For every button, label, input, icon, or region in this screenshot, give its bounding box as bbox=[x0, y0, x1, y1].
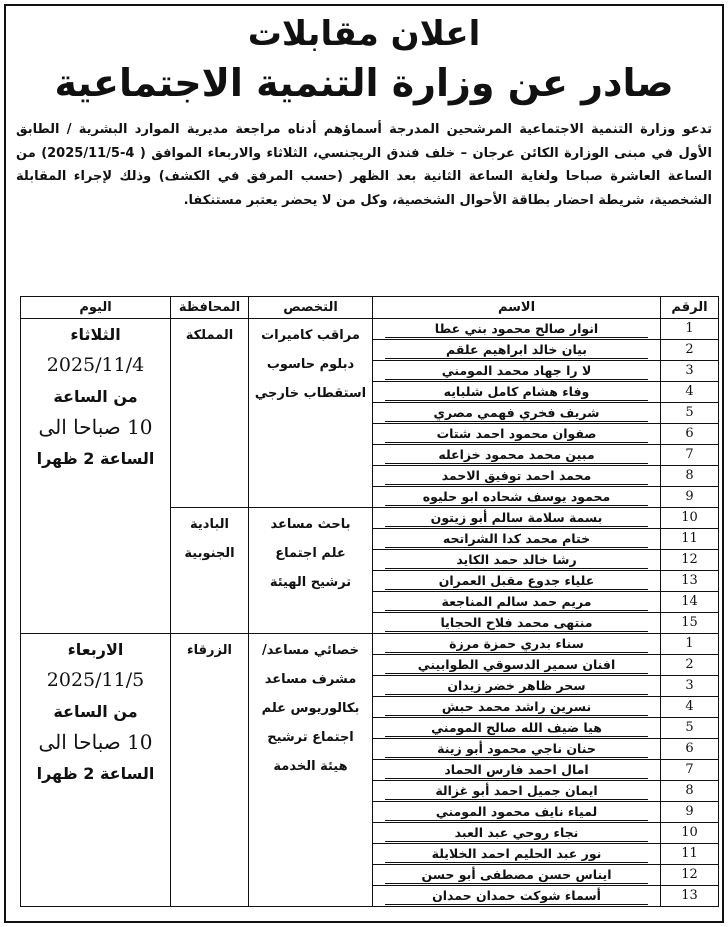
day-from-time: 10 صباحا الى bbox=[38, 730, 153, 754]
row-name-cell bbox=[373, 739, 661, 760]
row-number: 4 bbox=[661, 697, 719, 718]
row-name: مبين محمد محمود خزاعله bbox=[385, 447, 648, 464]
row-name: بسمة سلامة سالم أبو زيتون bbox=[385, 510, 648, 527]
row-name: هيا ضيف الله صالح المومني bbox=[385, 720, 648, 737]
row-number: 3 bbox=[661, 676, 719, 697]
day-from-time: 10 صباحا الى bbox=[38, 415, 153, 439]
announcement-subtitle: صادر عن وزارة التنمية الاجتماعية bbox=[54, 61, 674, 105]
row-number: 13 bbox=[661, 571, 719, 592]
row-name-cell bbox=[373, 865, 661, 886]
row-name: منتهى محمد فلاح الحجايا bbox=[385, 615, 648, 632]
header-gov: المحافظة bbox=[171, 297, 249, 319]
row-name-cell bbox=[373, 655, 661, 676]
day-from-label: من الساعة bbox=[53, 702, 138, 721]
specialization-cell bbox=[249, 634, 373, 907]
row-number: 2 bbox=[661, 655, 719, 676]
row-number: 9 bbox=[661, 802, 719, 823]
row-number: 4 bbox=[661, 382, 719, 403]
header-num: الرقم bbox=[661, 297, 719, 319]
row-number: 5 bbox=[661, 718, 719, 739]
row-name-cell bbox=[373, 823, 661, 844]
specialization-cell-line: ترشيح الهيئة bbox=[269, 575, 352, 590]
row-name: امال احمد فارس الحماد bbox=[385, 762, 648, 779]
row-number: 1 bbox=[661, 319, 719, 340]
header-name: الاسم bbox=[373, 297, 661, 319]
row-name-cell bbox=[373, 697, 661, 718]
row-number: 2 bbox=[661, 340, 719, 361]
announcement-frame bbox=[4, 4, 724, 923]
candidates-table bbox=[20, 296, 719, 907]
row-name-cell bbox=[373, 445, 661, 466]
row-name: ختام محمد كدا الشراتحه bbox=[385, 531, 648, 548]
specialization-cell-line: استقطاب خارجي bbox=[254, 386, 367, 401]
row-name: رشا خالد حمد الكايد bbox=[385, 552, 648, 569]
row-name-cell bbox=[373, 319, 661, 340]
day-date: 2025/11/4 bbox=[46, 354, 145, 376]
governorate-cell bbox=[171, 319, 249, 508]
header-day: اليوم bbox=[21, 297, 171, 319]
row-number: 11 bbox=[661, 529, 719, 550]
row-number: 10 bbox=[661, 823, 719, 844]
row-name-cell bbox=[373, 634, 661, 655]
row-name: ايمان جميل احمد أبو غزالة bbox=[385, 783, 648, 800]
row-name: أسماء شوكت حمدان حمدان bbox=[385, 888, 648, 905]
row-name: سحر ظاهر خضر زيدان bbox=[385, 678, 648, 695]
row-name-cell bbox=[373, 382, 661, 403]
day-name: الاربعاء bbox=[67, 640, 124, 659]
row-name-cell bbox=[373, 676, 661, 697]
governorate-cell-line: الجنوبية bbox=[184, 546, 235, 561]
row-name-cell bbox=[373, 466, 661, 487]
row-name: صفوان محمود احمد شتات bbox=[385, 426, 648, 443]
row-name-cell bbox=[373, 340, 661, 361]
row-number: 12 bbox=[661, 865, 719, 886]
announcement-intro-text: تدعو وزارة التنمية الاجتماعية المرشحين المدرجة أسماؤهم أدناه مراجعة مديرية الموارد البشرية / الطابق الأول في مبنى الوزارة الكائن عرجان – خلف فندق الريجنسي، الثلاثاء والاربعاء الموافق ( 4-2025/11/5) من الساعة العاشرة صباحا ولغاية الساعة الثانية بعد الظهر (حسب المرفق في الكشف) وذلك لإجراء المقابلة الشخصية، شريطة احضار بطاقة الأحوال الشخصية، وكل من لا يحضر يعتبر مستنكفا. bbox=[16, 122, 712, 208]
day-to-time: الساعة 2 ظهرا bbox=[36, 764, 155, 783]
row-name-cell bbox=[373, 550, 661, 571]
specialization-cell-line: باحث مساعد bbox=[270, 517, 351, 532]
row-name-cell bbox=[373, 529, 661, 550]
governorate-cell-line: الزرقاء bbox=[187, 643, 232, 658]
row-name-cell bbox=[373, 760, 661, 781]
row-name-cell bbox=[373, 424, 661, 445]
row-name: لا را جهاد محمد المومني bbox=[385, 363, 648, 380]
row-name: انوار صالح محمود بني عطا bbox=[385, 321, 648, 338]
specialization-cell-line: دبلوم حاسوب bbox=[266, 357, 355, 372]
row-number: 13 bbox=[661, 886, 719, 907]
specialization-cell-line: هيئة الخدمة bbox=[273, 759, 348, 774]
row-number: 1 bbox=[661, 634, 719, 655]
table-body bbox=[21, 319, 719, 907]
row-number: 8 bbox=[661, 781, 719, 802]
row-name: لمياء نايف محمود المومني bbox=[385, 804, 648, 821]
specialization-cell bbox=[249, 508, 373, 634]
row-name-cell bbox=[373, 361, 661, 382]
row-name: نسرين راشد محمد حبش bbox=[385, 699, 648, 716]
row-number: 14 bbox=[661, 592, 719, 613]
row-name-cell bbox=[373, 718, 661, 739]
row-name: بيان خالد ابراهيم علقم bbox=[385, 342, 648, 359]
row-name-cell bbox=[373, 613, 661, 634]
governorate-cell-line: المملكة bbox=[185, 328, 234, 343]
row-number: 5 bbox=[661, 403, 719, 424]
specialization-cell-line: مراقب كاميرات bbox=[261, 328, 360, 343]
specialization-cell-line: اجتماع ترشيح bbox=[267, 730, 354, 745]
row-number: 8 bbox=[661, 466, 719, 487]
row-name: حنان ناجي محمود أبو زينة bbox=[385, 741, 648, 758]
table-row bbox=[21, 319, 719, 340]
row-name: وفاء هشام كامل شلبايه bbox=[385, 384, 648, 401]
row-name-cell bbox=[373, 571, 661, 592]
row-name: نجاء روحي عبد العبد bbox=[385, 825, 648, 842]
interview-day-cell bbox=[21, 319, 171, 634]
table-header-row bbox=[21, 297, 719, 319]
specialization-cell-line: علم اجتماع bbox=[275, 546, 346, 561]
row-name: سناء بدري حمزة مرزة bbox=[385, 636, 648, 653]
row-name: محمود يوسف شحاده ابو حليوه bbox=[385, 489, 648, 506]
row-number: 15 bbox=[661, 613, 719, 634]
row-name-cell bbox=[373, 802, 661, 823]
announcement-title: اعلان مقابلات bbox=[247, 14, 481, 54]
row-name-cell bbox=[373, 844, 661, 865]
row-name-cell bbox=[373, 886, 661, 907]
row-number: 7 bbox=[661, 445, 719, 466]
specialization-cell bbox=[249, 319, 373, 508]
row-name: محمد احمد توفيق الاحمد bbox=[385, 468, 648, 485]
row-number: 6 bbox=[661, 424, 719, 445]
day-from-label: من الساعة bbox=[53, 387, 138, 406]
row-name: افنان سمير الدسوقي الطوابيني bbox=[385, 657, 648, 674]
row-name-cell bbox=[373, 403, 661, 424]
row-number: 3 bbox=[661, 361, 719, 382]
row-name: شريف فخري فهمي مصري bbox=[385, 405, 648, 422]
header-spec: التخصص bbox=[249, 297, 373, 319]
row-name: علياء جدوع مقبل العمران bbox=[385, 573, 648, 590]
day-date: 2025/11/5 bbox=[46, 669, 145, 691]
row-name-cell bbox=[373, 781, 661, 802]
row-number: 10 bbox=[661, 508, 719, 529]
interview-day-cell bbox=[21, 634, 171, 907]
specialization-cell-line: مشرف مساعد bbox=[264, 672, 357, 687]
row-name: ايناس حسن مصطفى أبو حسن bbox=[385, 867, 648, 884]
row-name-cell bbox=[373, 508, 661, 529]
governorate-cell-line: البادية bbox=[190, 517, 229, 532]
row-number: 9 bbox=[661, 487, 719, 508]
specialization-cell-line: خصائي مساعد/ bbox=[262, 643, 359, 658]
row-name-cell bbox=[373, 592, 661, 613]
day-name: الثلاثاء bbox=[70, 325, 121, 344]
specialization-cell-line: بكالوريوس علم bbox=[261, 701, 360, 716]
row-name: نور عبد الحليم احمد الخلايلة bbox=[385, 846, 648, 863]
table-row bbox=[21, 634, 719, 655]
row-number: 12 bbox=[661, 550, 719, 571]
governorate-cell bbox=[171, 634, 249, 907]
day-to-time: الساعة 2 ظهرا bbox=[36, 449, 155, 468]
governorate-cell bbox=[171, 508, 249, 634]
row-name-cell bbox=[373, 487, 661, 508]
row-number: 7 bbox=[661, 760, 719, 781]
row-name: مريم حمد سالم المناجعة bbox=[385, 594, 648, 611]
row-number: 11 bbox=[661, 844, 719, 865]
row-number: 6 bbox=[661, 739, 719, 760]
